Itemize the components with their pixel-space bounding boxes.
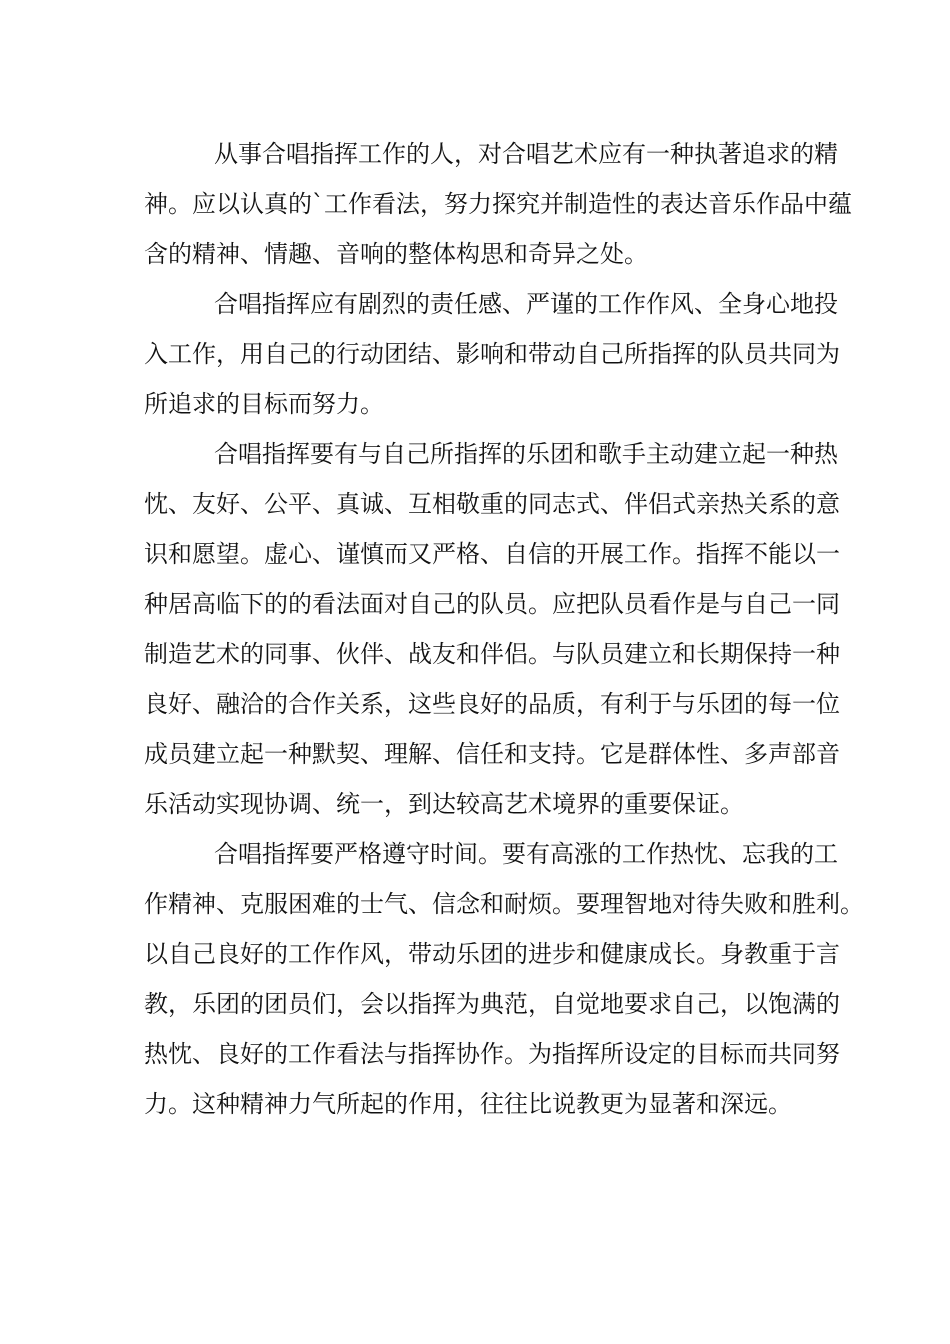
paragraph-line: 合唱指挥应有剧烈的责任感、严谨的工作作风、全身心地投	[214, 290, 838, 318]
paragraph-line: 乐活动实现协调、统一，到达较高艺术境界的重要保证。	[144, 790, 744, 818]
paragraph-line: 制造艺术的同事、伙伴、战友和伴侣。与队员建立和长期保持一种	[144, 640, 840, 668]
paragraph-line: 力。这种精神力气所起的作用，往往比说教更为显著和深远。	[144, 1090, 792, 1118]
paragraph-line: 以自己良好的工作作风，带动乐团的进步和健康成长。身教重于言	[144, 940, 840, 968]
paragraph-line: 教，乐团的团员们，会以指挥为典范，自觉地要求自己，以饱满的	[144, 990, 840, 1018]
paragraph-line: 作精神、克服困难的士气、信念和耐烦。要理智地对待失败和胜利。	[144, 890, 864, 918]
paragraph-line: 合唱指挥要有与自己所指挥的乐团和歌手主动建立起一种热	[214, 440, 838, 468]
paragraph-line: 从事合唱指挥工作的人，对合唱艺术应有一种执著追求的精	[214, 140, 838, 168]
paragraph-line: 所追求的目标而努力。	[144, 390, 384, 418]
paragraph-line: 热忱、良好的工作看法与指挥协作。为指挥所设定的目标而共同努	[144, 1040, 840, 1068]
paragraph-line: 成员建立起一种默契、理解、信任和支持。它是群体性、多声部音	[144, 740, 840, 768]
paragraph-line: 良好、融洽的合作关系，这些良好的品质，有利于与乐团的每一位	[144, 690, 840, 718]
paragraph-line: 忱、友好、公平、真诚、互相敬重的同志式、伴侣式亲热关系的意	[144, 490, 840, 518]
paragraph-line: 合唱指挥要严格遵守时间。要有高涨的工作热忱、忘我的工	[214, 840, 838, 868]
paragraph-line: 神。应以认真的`工作看法，努力探究并制造性的表达音乐作品中蕴	[144, 190, 852, 218]
paragraph-line: 识和愿望。虚心、谨慎而又严格、自信的开展工作。指挥不能以一	[144, 540, 840, 568]
paragraph-line: 入工作，用自己的行动团结、影响和带动自己所指挥的队员共同为	[144, 340, 840, 368]
paragraph-line: 种居高临下的的看法面对自己的队员。应把队员看作是与自己一同	[144, 590, 840, 618]
paragraph-line: 含的精神、情趣、音响的整体构思和奇异之处。	[144, 240, 648, 268]
